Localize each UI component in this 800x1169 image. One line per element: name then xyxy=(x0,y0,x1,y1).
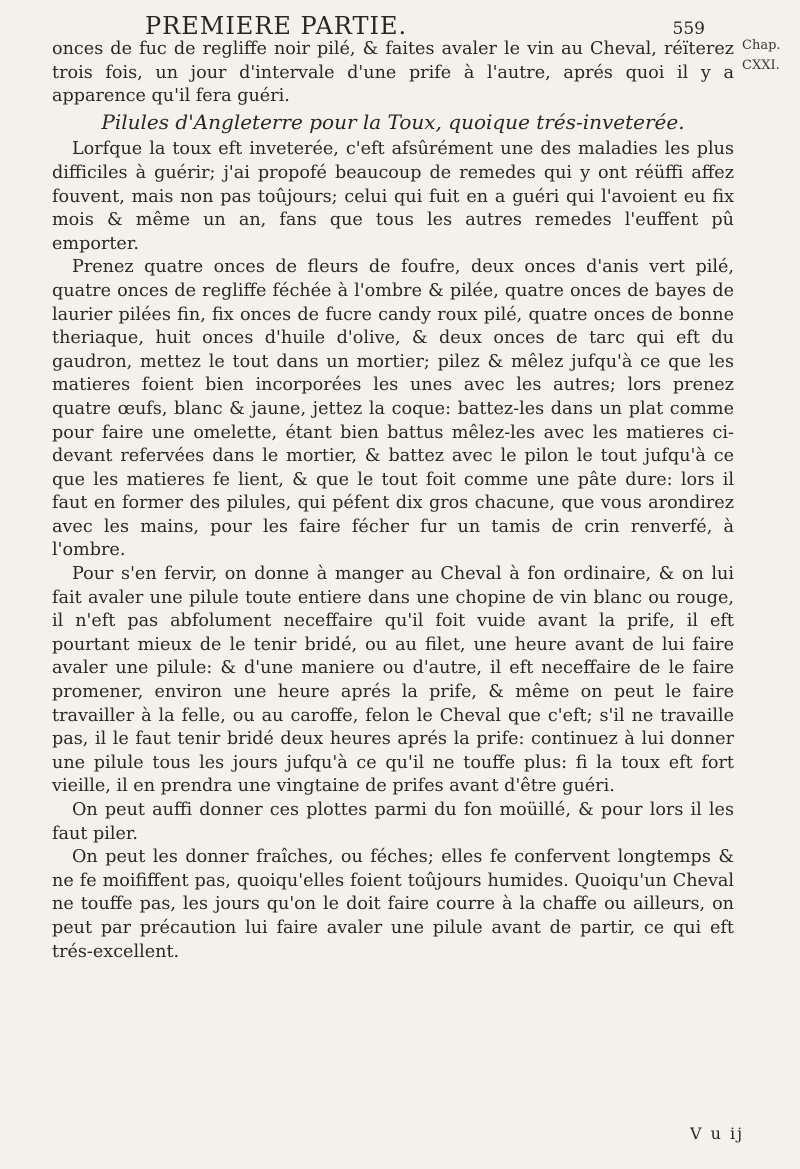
section-title: Pilules d'Angleterre pour la Toux, quoique trés-inveterée. xyxy=(101,109,685,134)
running-header xyxy=(145,12,705,40)
paragraph-note-bran: On peut auffi donner ces plottes parmi du fon moüillé, & pour lors il les faut piler. xyxy=(52,800,734,844)
body-text xyxy=(52,38,734,964)
signature-mark: V u ij xyxy=(690,1124,745,1143)
header-title: PREMIERE PARTIE. xyxy=(145,12,408,40)
paragraph-recipe: Prenez quatre onces de fleurs de foufre, deux onces d'anis vert pilé, quatre onces de regliffe féchée à l'ombre & pilée, quatre onces de bayes de laurier pilées fin, fix onces de fucre candy roux pilé, quatre onces de bonne theriaque, huit onces d'huile d'olive, & deux onces de tarc qui eft du gaudron, mettez le tout dans un mortier; pilez & mêlez jufqu'à ce que les matieres foient bien incorporées les unes avec les autres; lors prenez quatre œufs, blanc & jaune, jettez la coque: battez-les dans un plat comme pour faire une omelette, étant bien battus mêlez-les avec les matieres ci-devant refervées dans le mortier, & battez avec le pilon le tout jufqu'à ce que les matieres fe lient, & que le tout foit comme une pâte dure: lors il faut en former des pilules, qui péfent dix gros chacune, que vous arondirez avec les mains, pour les faire fécher fur un tamis de crin renverfé, à l'ombre. xyxy=(52,257,734,561)
paragraph-usage: Pour s'en fervir, on donne à manger au Cheval à fon ordinaire, & on lui fait avaler une pilule toute entiere dans une chopine de vin blanc ou rouge, il n'eft pas abfolument neceffaire qu'il foit vuide avant la prife, il eft pourtant mieux de le tenir bridé, ou au filet, une heure avant de lui faire avaler une pilule: & d'une maniere ou d'autre, il eft neceffaire de le faire promener, environ une heure aprés la prife, & même on peut le faire travailler à la felle, ou au caroffe, felon le Cheval que c'eft; s'il ne travaille pas, il le faut tenir bridé deux heures aprés la prife: continuez à lui donner une pilule tous les jours jufqu'à ce qu'il ne touffe plus: fi la toux eft fort vieille, il en prendra une vingtaine de prifes avant d'être guéri. xyxy=(52,564,734,797)
page-number: 559 xyxy=(672,19,705,39)
paragraph-continuation: onces de fuc de regliffe noir pilé, & faites avaler le vin au Cheval, réïterez trois fois, un jour d'intervale d'une prife à l'autre, aprés quoi il y a apparence qu'il fera guéri. xyxy=(52,39,734,107)
paragraph-conservation: On peut les donner fraîches, ou féches; elles fe confervent longtemps & ne fe moififfent pas, quoiqu'elles foient toûjours humides. Quoiqu'un Cheval ne touffe pas, les jours qu'on le doit faire courre à la chaffe ou ailleurs, on peut par précaution lui faire avaler une pilule avant de partir, ce qui eft trés-excellent. xyxy=(52,847,734,962)
paragraph-intro: Lorfque la toux eft inveterée, c'eft afsûrément une des maladies les plus difficiles à guérir; j'ai propofé beaucoup de remedes qui y ont réüffi affez fouvent, mais non pas toûjours; celui qui fuit en a guéri qui l'avoient eu fix mois & même un an, fans que tous les autres remedes l'euffent pû emporter. xyxy=(52,139,734,254)
margin-chapter-note: Chap. CXXI. xyxy=(742,38,781,73)
